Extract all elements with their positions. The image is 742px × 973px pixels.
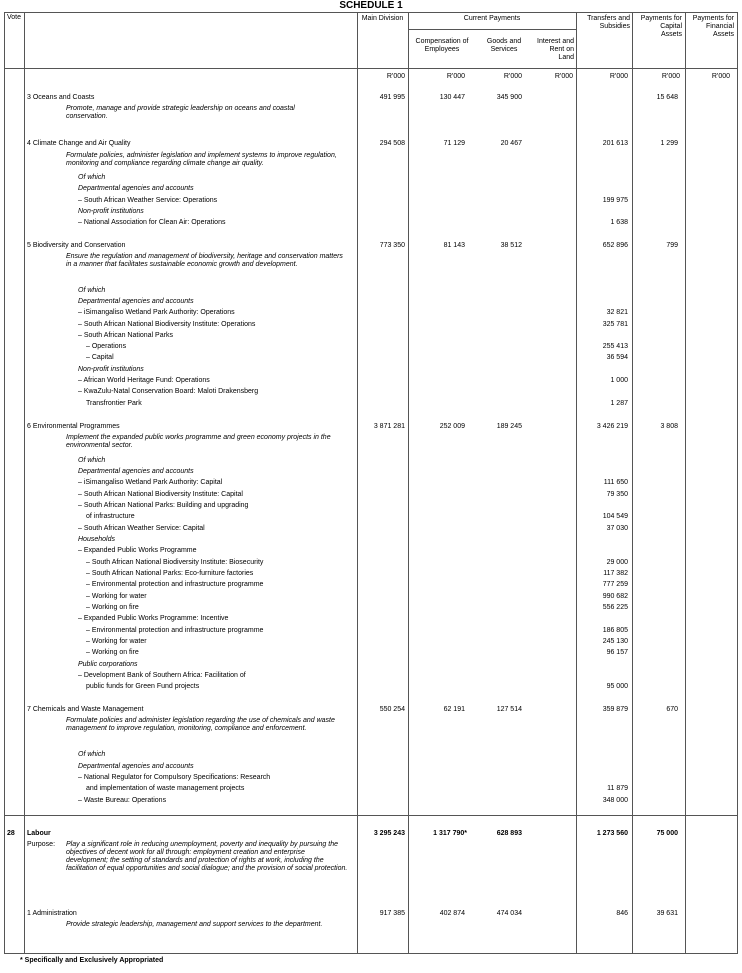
transfer-item-value: 32 821 [606,309,628,316]
header-main-division: Main Division [361,15,404,22]
category-label: Public corporations [78,661,138,668]
transfer-item-value: 1 638 [610,219,628,226]
unit-label: R'000 [661,73,680,80]
vote-divider [4,815,738,816]
unit-label: R'000 [446,73,465,80]
column-divider [685,12,686,954]
category-label: Non-profit institutions [78,208,144,215]
transfer-item: – South African Weather Service: Operations [78,197,218,204]
compensation-value: 252 009 [439,423,465,430]
vote-label: Labour [27,830,51,837]
transfer-item: and implementation of waste management projects [86,785,245,792]
programme-label: 7 Chemicals and Waste Management [27,706,144,713]
compensation-value: 62 191 [443,706,465,713]
unit-label: R'000 [609,73,628,80]
category-label: Departmental agencies and accounts [78,468,194,475]
goods-value: 38 512 [500,242,522,249]
header-capital: Payments for Capital Assets [640,15,682,38]
capital-value: 3 808 [660,423,678,430]
main-division-value: 550 254 [379,706,405,713]
transfer-item: – South African National Biodiversity Institute: Biosecurity [86,559,264,566]
transfer-item-value: 777 259 [602,581,628,588]
transfer-item: – iSimangaliso Wetland Park Authority: Operations [78,309,235,316]
transfer-item: – Working on fire [86,649,139,656]
transfer-item-value: 29 000 [606,559,628,566]
header-compensation: Compensation of Employees [415,38,469,53]
category-label: Departmental agencies and accounts [78,763,194,770]
capital-value: 670 [666,706,678,713]
vote-number: 28 [7,830,15,837]
transfers-value: 201 613 [602,140,628,147]
purpose-label: Purpose: [27,841,56,848]
transfer-item-value: 990 682 [602,593,628,600]
transfer-item-value: 37 030 [606,525,628,532]
header-vote: Vote [7,14,22,21]
unit-label: R'000 [554,73,573,80]
transfer-item: – Working for water [86,638,147,645]
transfer-item-value: 11 879 [607,785,628,792]
transfer-item: – Expanded Public Works Programme: Incentive [78,615,229,622]
programme-purpose: Implement the expanded public works programme and green economy projects in the environmental sector. [66,434,331,449]
vote-purpose: Play a significant role in reducing unemployment, poverty and inequality by pursuing the objectives of decent work for all through: employment creation and enterprise development; the setting of standards and protection of rights at work, including the facilitation of equal opportunities and social dialogue; and the provision of social protection. [66,841,348,872]
goods-value: 20 467 [500,140,522,147]
transfer-item-value: 95 000 [606,683,628,690]
programme-label: 6 Environmental Programmes [27,423,120,430]
programme-purpose: Formulate policies, administer legislation and implement systems to improve regulation, monitoring and compliance regarding climate change air quality. [66,152,337,167]
header-transfers: Transfers and Subsidies [587,15,630,30]
transfer-item: – Waste Bureau: Operations [78,797,167,804]
transfer-item-value: 117 382 [603,570,628,577]
transfers-value: 3 426 219 [596,423,628,430]
transfer-item-value: 199 975 [602,197,628,204]
goods-value: 127 514 [496,706,522,713]
capital-value: 799 [666,242,678,249]
transfer-item-value: 111 650 [603,479,628,486]
transfers-value: 1 273 560 [596,830,628,837]
of-which-label: Of which [78,174,106,181]
column-divider [24,12,25,954]
of-which-label: Of which [78,457,106,464]
programme-label: 3 Oceans and Coasts [27,94,95,101]
programme-purpose: Provide strategic leadership, management and support services to the department. [66,921,323,928]
unit-label: R'000 [386,73,405,80]
transfer-item: Transfrontier Park [86,400,142,407]
header-financial: Payments for Financial Assets [692,15,734,38]
transfer-item-value: 325 781 [602,321,628,328]
header-current-payments: Current Payments [463,15,521,22]
category-label: Departmental agencies and accounts [78,298,194,305]
main-division-value: 3 295 243 [373,830,405,837]
transfer-item: – African World Heritage Fund: Operations [78,377,210,384]
transfer-item-value: 1 287 [610,400,628,407]
unit-label: R'000 [711,73,730,80]
footnote: * Specifically and Exclusively Appropriated [20,957,164,964]
transfer-item-value: 96 157 [606,649,628,656]
column-divider [408,12,409,954]
transfer-item: public funds for Green Fund projects [86,683,200,690]
transfer-item: – Operations [86,343,127,350]
of-which-label: Of which [78,287,106,294]
programme-label: 4 Climate Change and Air Quality [27,140,131,147]
transfer-item-value: 245 130 [602,638,628,645]
programme-purpose: Ensure the regulation and management of biodiversity, heritage and conservation matters in a manner that facilitates sustainable economic growth and development. [66,253,343,268]
main-division-value: 917 385 [379,910,405,917]
compensation-value: 402 874 [439,910,465,917]
transfer-item: – South African National Biodiversity Institute: Operations [78,321,256,328]
transfer-item: – iSimangaliso Wetland Park Authority: Capital [78,479,223,486]
transfer-item-value: 79 350 [606,491,628,498]
of-which-label: Of which [78,751,106,758]
main-division-value: 294 508 [379,140,405,147]
transfer-item-value: 348 000 [602,797,628,804]
main-division-value: 3 871 281 [373,423,405,430]
main-division-value: 491 995 [379,94,405,101]
transfer-item: – South African National Parks: Building and upgrading [78,502,249,509]
header-goods: Goods and Services [486,38,522,53]
programme-purpose: Promote, manage and provide strategic leadership on oceans and coastal conservation. [66,105,295,120]
transfer-item: – South African Weather Service: Capital [78,525,205,532]
transfer-item-value: 556 225 [602,604,628,611]
transfer-item: – Working on fire [86,604,139,611]
header-interest: Interest and Rent on Land [537,38,574,61]
transfer-item: – Environmental protection and infrastructure programme [86,627,264,634]
category-label: Non-profit institutions [78,366,144,373]
transfer-item: – Working for water [86,593,147,600]
transfer-item: – South African National Parks [78,332,173,339]
transfer-item: – South African National Parks: Eco-furniture factories [86,570,254,577]
transfer-item: – National Association for Clean Air: Operations [78,219,226,226]
transfer-item: – KwaZulu-Natal Conservation Board: Maloti Drakensberg [78,388,259,395]
transfer-item: – Expanded Public Works Programme [78,547,197,554]
transfers-value: 846 [616,910,628,917]
transfer-item: – South African National Biodiversity Institute: Capital [78,491,243,498]
header-divider [408,29,576,30]
transfer-item-value: 104 549 [602,513,628,520]
category-label: Departmental agencies and accounts [78,185,194,192]
transfer-item: – National Regulator for Compulsory Specifications: Research [78,774,271,781]
unit-label: R'000 [503,73,522,80]
capital-value: 39 631 [656,910,678,917]
programme-label: 1 Administration [27,910,77,917]
transfer-item-value: 36 594 [606,354,628,361]
compensation-value: 130 447 [439,94,465,101]
transfers-value: 359 879 [602,706,628,713]
column-divider [357,12,358,954]
transfer-item: – Development Bank of Southern Africa: Facilitation of [78,672,246,679]
programme-label: 5 Biodiversity and Conservation [27,242,126,249]
compensation-value: 81 143 [443,242,465,249]
transfers-value: 652 896 [602,242,628,249]
capital-value: 1 299 [660,140,678,147]
header-divider [4,68,738,69]
compensation-value: 1 317 790* [433,830,467,837]
transfer-item: – Capital [86,354,114,361]
transfer-item: of infrastructure [86,513,135,520]
column-divider [632,12,633,954]
programme-purpose: Formulate policies and administer legislation regarding the use of chemicals and waste management to improve regulation, monitoring, compliance and enforcement. [66,717,335,732]
goods-value: 474 034 [496,910,522,917]
transfer-item-value: 255 413 [602,343,628,350]
capital-value: 15 648 [656,94,678,101]
capital-value: 75 000 [656,830,678,837]
main-division-value: 773 350 [379,242,405,249]
category-label: Households [78,536,115,543]
goods-value: 628 893 [496,830,522,837]
transfer-item: – Environmental protection and infrastructure programme [86,581,264,588]
goods-value: 345 900 [496,94,522,101]
goods-value: 189 245 [496,423,522,430]
transfer-item-value: 186 805 [602,627,628,634]
compensation-value: 71 129 [443,140,465,147]
transfer-item-value: 1 000 [610,377,628,384]
schedule-title: SCHEDULE 1 [339,0,403,11]
